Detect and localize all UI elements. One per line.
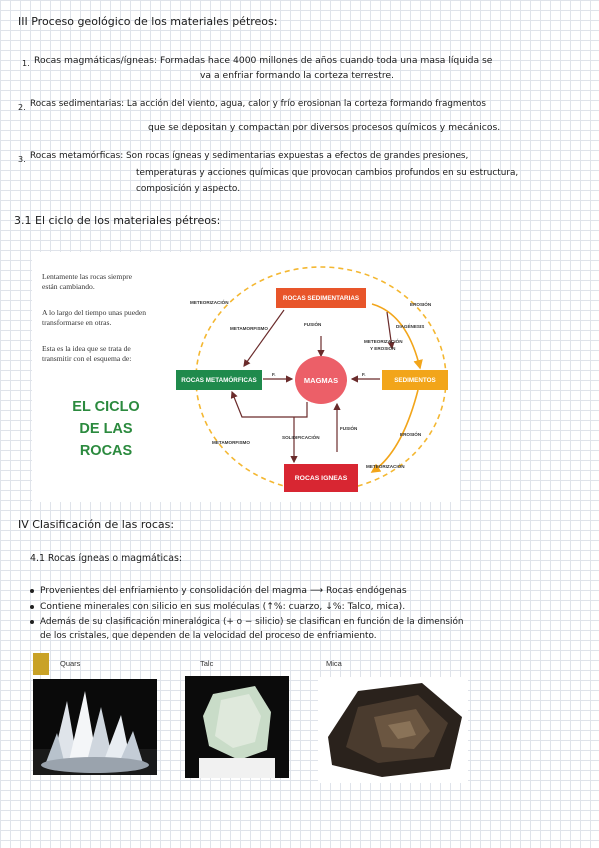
label-mica: Mica	[326, 659, 342, 668]
box-rocas-igneas: ROCAS IGNEAS	[284, 464, 358, 492]
section-4-title: IV Clasificación de las rocas:	[18, 518, 175, 531]
item-3-line-1: Rocas metamórficas: Son rocas ígneas y sedimentarias expuestas a efectos de grandes presiones,	[30, 151, 469, 161]
label-metamorfismo-top: METAMORFISMO	[230, 326, 268, 331]
label-quars: Quars	[60, 659, 81, 668]
label-solidificacion: SOLIDIFICACIÓN	[282, 435, 320, 440]
section-3-1-title: 3.1 El ciclo de los materiales pétreos:	[14, 214, 221, 227]
mica-image	[318, 677, 468, 783]
intro-line-4: transformarse en otras.	[42, 318, 112, 327]
item-2-num: 2.	[18, 103, 26, 112]
item-3-line-3: composición y aspecto.	[136, 184, 241, 194]
label-f-left: F.	[272, 372, 276, 377]
label-meteorizacion-top: METEORIZACIÓN	[190, 300, 229, 305]
big-title-1: EL CICLO	[72, 399, 140, 415]
bullet-3-text-1: Además de su clasificación mineralógica (+ o − silicio) se clasifican en función de la dimensión	[40, 617, 464, 627]
label-meteor-erosion-1: METEORIZACIÓN	[364, 339, 403, 344]
item-1-num: 1.	[22, 59, 30, 68]
rock-cycle-diagram	[32, 252, 460, 502]
bullet-3-line-2: de los cristales, que dependen de la velocidad del proceso de enfriamiento.	[40, 631, 377, 641]
item-3-line-2: temperaturas y acciones químicas que provocan cambios profundos en su estructura,	[136, 168, 519, 178]
label-diagenesis: DIAGÉNESIS	[396, 324, 425, 329]
bullet-1-text: Provenientes del enfriamiento y consolidación del magma ⟶ Rocas endógenas	[40, 585, 407, 596]
intro-line-6: transmitir con el esquema de:	[42, 354, 132, 363]
intro-line-1: Lentamente las rocas siempre	[42, 272, 133, 281]
section-4-1-title: 4.1 Rocas ígneas o magmáticas:	[30, 553, 182, 564]
label-metamorfismo-bottom: METAMORFISMO	[212, 440, 250, 445]
bullet-2-text: Contiene minerales con silicio en sus moléculas (↑%: cuarzo, ↓%: Talco, mica).	[40, 601, 406, 612]
bullet-2	[30, 600, 405, 613]
label-fusion-top: FUSIÓN	[304, 322, 322, 327]
label-fusion-bottom: FUSIÓN	[340, 426, 358, 431]
bullet-1	[30, 584, 407, 597]
label-meteor-erosion-2: Y EROSIÓN	[370, 346, 396, 351]
box-rocas-metamorficas: ROCAS METAMÓRFICAS	[176, 370, 262, 390]
item-2-line-2: que se depositan y compactan por diversos procesos químicos y mecánicos.	[148, 122, 501, 133]
label-erosion-top: EROSIÓN	[410, 302, 432, 307]
section-3-title: III Proceso geológico de los materiales pétreos:	[18, 15, 278, 28]
big-title-2: DE LAS	[79, 421, 133, 437]
label-f-right: F.	[362, 372, 366, 377]
intro-line-5: Esta es la idea que se trata de	[42, 344, 131, 353]
accent-square	[33, 653, 49, 675]
quartz-image	[33, 679, 157, 775]
circle-magmas: MAGMAS	[295, 356, 347, 404]
intro-line-2: están cambiando.	[42, 282, 95, 291]
item-1-line-2: va a enfriar formando la corteza terrestre.	[200, 70, 394, 81]
item-2-line-1: Rocas sedimentarias: La acción del viento, agua, calor y frío erosionan la corteza formando fragmentos	[30, 99, 486, 109]
talc-image	[185, 676, 289, 778]
intro-line-3: A lo largo del tiempo unas pueden	[42, 308, 147, 317]
item-1-line-1: Rocas magmáticas/ígneas: Formadas hace 4000 millones de años cuando toda una masa líquida se	[34, 55, 493, 66]
box-sedimentos: SEDIMENTOS	[382, 370, 448, 390]
box-rocas-sedimentarias: ROCAS SEDIMENTARIAS	[276, 288, 366, 308]
bullet-3	[30, 616, 595, 629]
label-erosion-bottom: EROSIÓN	[400, 432, 422, 437]
label-meteorizacion-bottom: METEORIZACIÓN	[366, 464, 405, 469]
big-title-3: ROCAS	[79, 443, 133, 459]
item-3-num: 3.	[18, 155, 26, 164]
label-talc: Talc	[200, 659, 214, 668]
